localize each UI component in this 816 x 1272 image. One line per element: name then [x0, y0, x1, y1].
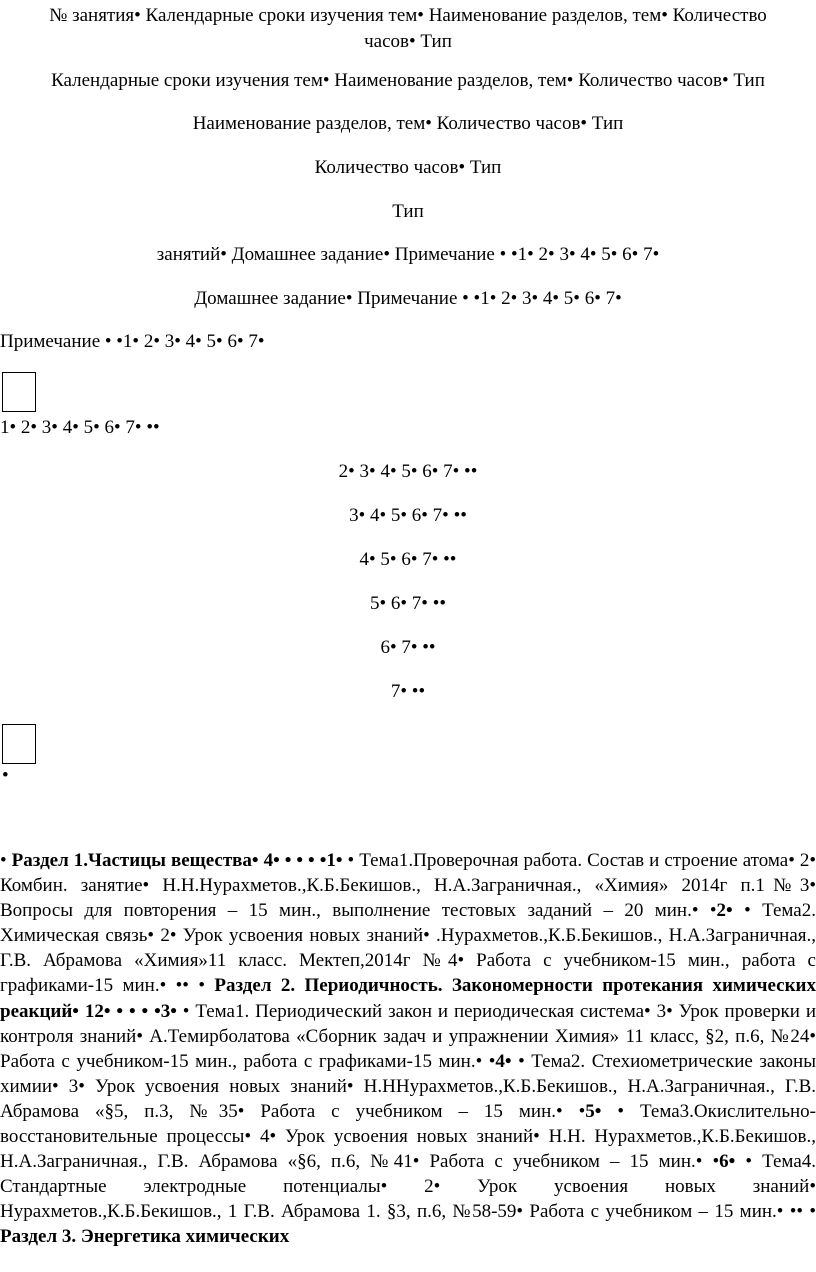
number-line-7: 7• •• [390, 681, 426, 702]
section-heading: Раздел 2. Периодичность. Закономерности протекания химических реакций• 12• • • • •3• [0, 975, 816, 1022]
lesson-plan-body [0, 848, 816, 1250]
body-segment: • Тема2. Химическая связь• 2• Урок усвоения новых знаний• .Нурахметов.,К.Б.Бекишов., Н.А.Заграничная., Г.В. Абрамова «Химия»11 класс. Мектеп,2014г №4• Работа с учебником-15 мин., работа с графиками-15 мин.• •• • [0, 900, 816, 997]
header-line-4: Наименование разделов, тем• Количество часов• Тип [192, 113, 624, 134]
header-line-8: Домашнее задание• Примечание • •1• 2• 3• 4• 5• 6• 7• [194, 288, 622, 309]
number-line-1: 1• 2• 3• 4• 5• 6• 7• •• [0, 417, 160, 438]
number-line-4: 4• 5• 6• 7• •• [359, 549, 457, 570]
lesson-number: 4• [495, 1050, 519, 1072]
section-heading: Раздел 3. Энергетика химических [0, 1226, 290, 1248]
empty-box [2, 724, 36, 764]
number-line-6: 6• 7• •• [380, 637, 436, 658]
header-line-6: Тип [392, 201, 424, 222]
body-segment: • Тема1.Проверочная работа. Состав и строение атома• 2• Комбин. занятие• Н.Н.Нурахметов.,К.Б.Бекишов., Н.А.Заграничная., «Химия» 2014г п.1№3• Вопросы для повторения – 15 мин., выполнение тестовых заданий – 20 мин.• • [0, 850, 816, 922]
section-heading: Раздел 1.Частицы вещества• 4• • • • •1• [11, 850, 348, 871]
lesson-number: 5• [585, 1100, 618, 1122]
header-line-2: часов• Тип [364, 31, 452, 52]
header-line-5: Количество часов• Тип [314, 157, 502, 178]
body-segment: • Тема1. Периодический закон и периодическая система• 3• Урок проверки и контроля знаний• А.Темирболатова «Сборник задач и упражнении Химия» 11 класс, §2, п.6, №24• Работа с учебником-15 мин., работа с графиками-15 мин.• • [0, 1000, 816, 1072]
number-line-3: 3• 4• 5• 6• 7• •• [349, 505, 467, 526]
body-segment: • [0, 850, 12, 871]
number-line-5: 5• 6• 7• •• [369, 593, 446, 614]
empty-box [2, 372, 36, 412]
body-segment: • Тема4. Стандартные электродные потенциалы• 2• Урок усвоения новых знаний• Нурахметов.,К.Б.Бекишов., 1 Г.В. Абрамова 1. §3, п.6, №58-59• Работа с учебником – 15 мин.• •• • [0, 1151, 816, 1223]
header-line-9: Примечание • •1• 2• 3• 4• 5• 6• 7• [0, 331, 265, 352]
body-segment: • Тема2. Стехиометрические законы химии• 3• Урок усвоения новых знаний• Н.ННурахметов.,К.Б.Бекишов., Н.А.Заграничная., Г.В. Абрамова «§5, п.3, №35• Работа с учебником – 15 мин.• • [0, 1050, 816, 1122]
body-segment: • Тема3.Окислительно-восстановительные процессы• 4• Урок усвоения новых знаний• Н.Н. Нурахметов.,К.Б.Бекишов., Н.А.Заграничная., Г.В. Абрамова «§6, п.6, №41• Работа с учебником – 15 мин.• • [0, 1100, 816, 1173]
lone-bullet: • [2, 765, 9, 786]
header-line-3: Календарные сроки изучения тем• Наименование разделов, тем• Количество часов• Тип [51, 70, 765, 91]
header-line-7: занятий• Домашнее задание• Примечание • •1• 2• 3• 4• 5• 6• 7• [156, 244, 660, 265]
header-line-1: № занятия• Календарные сроки изучения тем• Наименование разделов, тем• Количество [49, 5, 767, 26]
lesson-number: 6• [719, 1151, 746, 1173]
number-line-2: 2• 3• 4• 5• 6• 7• •• [338, 461, 478, 482]
lesson-number: 2• [716, 900, 745, 922]
